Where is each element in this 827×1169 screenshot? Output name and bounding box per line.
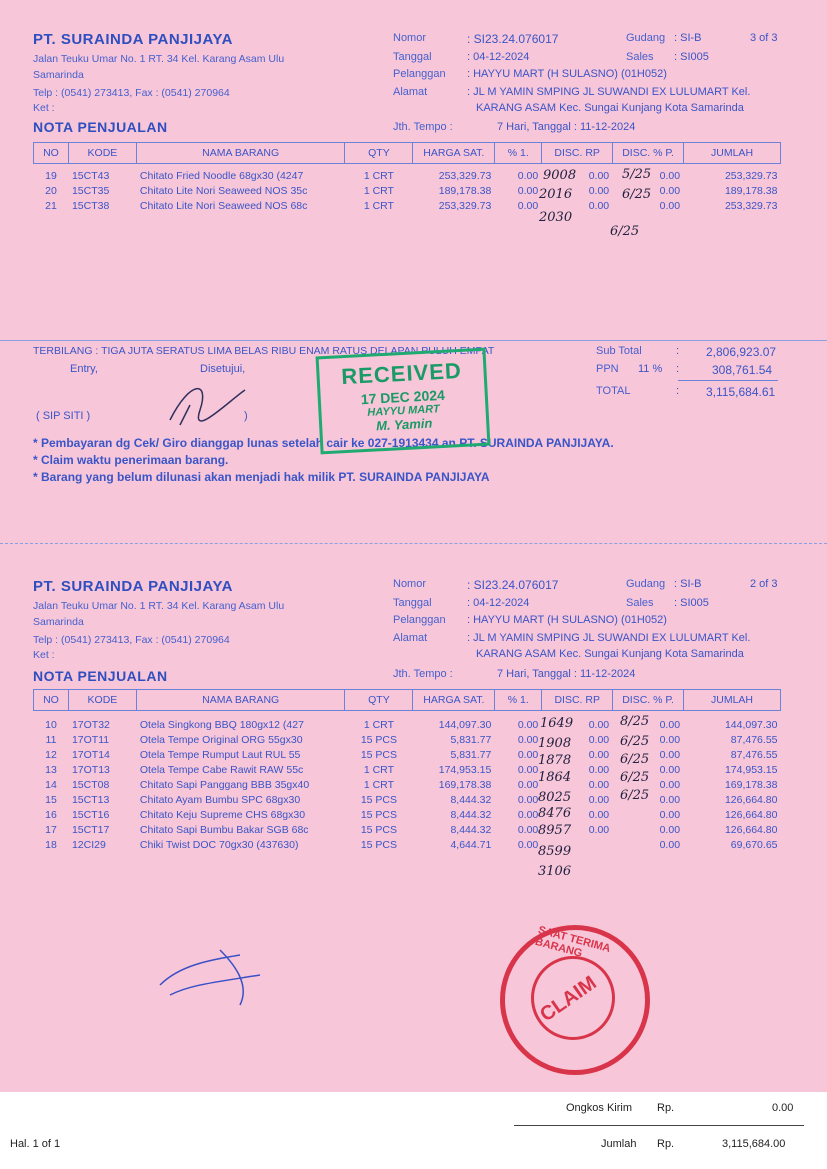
nomor-value: : SI23.24.076017 xyxy=(467,32,559,46)
footer-rule xyxy=(514,1125,804,1126)
col-jumlah: JUMLAH xyxy=(684,690,781,711)
ongkos-currency: Rp. xyxy=(657,1102,675,1114)
tanggal-value: : 04-12-2024 xyxy=(467,51,530,63)
table-row: 19 15CT43 Chitato Fried Noodle 68gx30 (4247 1 CRT 253,329.73 0.00 0.00 0.00 253,329.73 xyxy=(45,169,778,182)
col-nama: NAMA BARANG xyxy=(136,143,345,164)
company-address: Jalan Teuku Umar No. 1 RT. 34 Kel. Karang Asam Ulu xyxy=(33,53,285,65)
col-harga: HARGA SAT. xyxy=(413,690,495,711)
col-nama: NAMA BARANG xyxy=(136,690,345,711)
table-row: 14 15CT08 Chitato Sapi Panggang BBB 35gx40 1 CRT 169,178.38 0.00 0.00 0.00 169,178.38 xyxy=(45,778,778,791)
table-row: 21 15CT38 Chitato Lite Nori Seaweed NOS 68c 1 CRT 253,329.73 0.00 0.00 0.00 253,329.73 xyxy=(45,199,778,212)
table-header xyxy=(34,690,781,711)
col-no: NO xyxy=(34,143,69,164)
handwritten-note: 6/25 xyxy=(610,224,640,239)
col-pct: % 1. xyxy=(495,143,542,164)
col-kode: KODE xyxy=(68,690,136,711)
handwritten-note: 9008 xyxy=(543,168,577,183)
gudang-value: : SI-B xyxy=(674,578,702,590)
handwritten-note: 8476 xyxy=(538,806,572,821)
tempo-label: Jth. Tempo : xyxy=(393,121,453,133)
items-table-top xyxy=(33,142,781,213)
divider xyxy=(0,340,827,341)
total-rule xyxy=(678,380,778,381)
company-city: Samarinda xyxy=(33,616,84,628)
ongkos-value: 0.00 xyxy=(772,1102,794,1114)
gudang-label: Gudang xyxy=(626,32,666,44)
ongkos-label: Ongkos Kirim xyxy=(566,1102,633,1114)
page-footer xyxy=(0,1092,827,1169)
ket-label: Ket : xyxy=(33,102,55,114)
col-pct: % 1. xyxy=(495,690,542,711)
handwritten-note: 6/25 xyxy=(620,788,650,803)
alamat-value-1: : JL M YAMIN SMPING JL SUWANDI EX LULUMART Kel. xyxy=(467,86,751,98)
handwritten-note: 6/25 xyxy=(620,770,650,785)
handwritten-note: 3106 xyxy=(538,864,572,879)
pelanggan-label: Pelanggan xyxy=(393,68,446,80)
col-harga: HARGA SAT. xyxy=(413,143,495,164)
copy-divider xyxy=(0,543,827,544)
handwritten-note: 1649 xyxy=(540,716,574,731)
handwritten-note: 1878 xyxy=(538,753,572,768)
ket-label: Ket : xyxy=(33,649,55,661)
gudang-label: Gudang xyxy=(626,578,666,590)
seal-claim-text: CLAIM xyxy=(536,971,601,1027)
note-payment: * Pembayaran dg Cek/ Giro dianggap lunas setelah cair ke 027-1913434 an PT. SURAINDA PANJIJAYA. xyxy=(33,436,614,450)
table-header xyxy=(34,143,781,164)
stamp-date: 17 DEC 2024 xyxy=(360,386,446,408)
handwritten-note: 6/25 xyxy=(620,734,650,749)
nomor-value: : SI23.24.076017 xyxy=(467,578,559,592)
stamp-store: HAYYU MART xyxy=(367,403,440,419)
received-stamp xyxy=(316,348,491,455)
table-row: 13 17OT13 Otela Tempe Cabe Rawit RAW 55c 1 CRT 174,953.15 0.00 0.00 0.00 174,953.15 xyxy=(45,763,778,776)
signer-entry: ( SIP SITI ) xyxy=(36,410,91,422)
sales-value: : SI005 xyxy=(674,597,709,609)
ppn-label: PPN xyxy=(596,363,619,375)
page-indicator: 2 of 3 xyxy=(750,578,778,590)
col-jumlah: JUMLAH xyxy=(684,143,781,164)
gudang-value: : SI-B xyxy=(674,32,702,44)
pelanggan-value: : HAYYU MART (H SULASNO) (01H052) xyxy=(467,68,667,80)
nomor-label: Nomor xyxy=(393,32,427,44)
document-title: NOTA PENJUALAN xyxy=(33,119,168,135)
ppn-percent: 11 % xyxy=(638,363,663,375)
table-row: 15 15CT13 Chitato Ayam Bumbu SPC 68gx30 15 PCS 8,444.32 0.00 0.00 0.00 126,664.80 xyxy=(45,793,778,806)
handwritten-note: 8/25 xyxy=(620,714,650,729)
col-disc-p: DISC. % P. xyxy=(613,143,684,164)
table-row: 12 17OT14 Otela Tempe Rumput Laut RUL 55 15 PCS 5,831.77 0.00 0.00 0.00 87,476.55 xyxy=(45,748,778,761)
handwritten-note: 1908 xyxy=(538,736,572,751)
alamat-value-1: : JL M YAMIN SMPING JL SUWANDI EX LULUMART Kel. xyxy=(467,632,751,644)
alamat-label: Alamat xyxy=(393,86,428,98)
handwritten-note: 5/25 xyxy=(622,167,652,182)
table-row: 18 12CI29 Chiki Twist DOC 70gx30 (437630) 15 PCS 4,644.71 0.00 0.00 69,670.65 xyxy=(45,838,778,851)
alamat-value-2: KARANG ASAM Kec. Sungai Kunjang Kota Samarinda xyxy=(476,102,744,114)
table-row: 20 15CT35 Chitato Lite Nori Seaweed NOS 35c 1 CRT 189,178.38 0.00 0.00 0.00 189,178.38 xyxy=(45,184,778,197)
tempo-label: Jth. Tempo : xyxy=(393,668,453,680)
col-disc-p: DISC. % P. xyxy=(613,690,684,711)
note-claim: * Claim waktu penerimaan barang. xyxy=(33,453,229,467)
nomor-label: Nomor xyxy=(393,578,427,590)
pelanggan-value: : HAYYU MART (H SULASNO) (01H052) xyxy=(467,614,667,626)
table-row: 16 15CT16 Chitato Keju Supreme CHS 68gx30 15 PCS 8,444.32 0.00 0.00 0.00 126,664.80 xyxy=(45,808,778,821)
stamp-person: M. Yamin xyxy=(375,415,433,434)
alamat-value-2: KARANG ASAM Kec. Sungai Kunjang Kota Samarinda xyxy=(476,648,744,660)
signature-receiver xyxy=(150,945,270,1015)
handwritten-note: 6/25 xyxy=(620,752,650,767)
company-name: PT. SURAINDA PANJIJAYA xyxy=(33,31,233,48)
company-address: Jalan Teuku Umar No. 1 RT. 34 Kel. Karang Asam Ulu xyxy=(33,600,285,612)
handwritten-note: 6/25 xyxy=(622,187,652,202)
disetujui-label: Disetujui, xyxy=(200,363,246,375)
sales-value: : SI005 xyxy=(674,51,709,63)
tempo-value: 7 Hari, Tanggal : 11-12-2024 xyxy=(497,668,636,680)
stamp-received: RECEIVED xyxy=(340,357,463,390)
total-value: 3,115,684.61 xyxy=(706,385,776,399)
ppn-value: 308,761.54 xyxy=(712,363,773,377)
tanggal-label: Tanggal xyxy=(393,51,432,63)
note-ownership: * Barang yang belum dilunasi akan menjadi hak milik PT. SURAINDA PANJIJAYA xyxy=(33,470,490,484)
table-row: 17 15CT17 Chitato Sapi Bumbu Bakar SGB 68c 15 PCS 8,444.32 0.00 0.00 0.00 126,664.80 xyxy=(45,823,778,836)
tempo-value: 7 Hari, Tanggal : 11-12-2024 xyxy=(497,121,636,133)
jumlah-label: Jumlah xyxy=(601,1138,637,1150)
terbilang: TERBILANG : TIGA JUTA SERATUS LIMA BELAS RIBU ENAM RATUS DELAPAN PULUH EMPAT xyxy=(33,345,495,357)
tanggal-value: : 04-12-2024 xyxy=(467,597,530,609)
col-disc-rp: DISC. RP xyxy=(542,143,613,164)
jumlah-value: 3,115,684.00 xyxy=(722,1138,786,1150)
sales-label: Sales xyxy=(626,597,654,609)
company-city: Samarinda xyxy=(33,69,84,81)
items-table-bottom xyxy=(33,689,781,852)
seal-ring-text: SAAT TERIMA BARANG xyxy=(533,924,612,960)
table-row: 11 17OT11 Otela Tempe Original ORG 55gx30 15 PCS 5,831.77 0.00 0.00 0.00 87,476.55 xyxy=(45,733,778,746)
handwritten-note: 2016 xyxy=(539,187,573,202)
company-phone: Telp : (0541) 273413, Fax : (0541) 270964 xyxy=(33,87,230,99)
page-count: Hal. 1 of 1 xyxy=(10,1138,61,1150)
company-phone: Telp : (0541) 273413, Fax : (0541) 270964 xyxy=(33,634,230,646)
company-name: PT. SURAINDA PANJIJAYA xyxy=(33,578,233,595)
tanggal-label: Tanggal xyxy=(393,597,432,609)
subtotal-value: 2,806,923.07 xyxy=(706,345,777,359)
col-no: NO xyxy=(34,690,69,711)
col-disc-rp: DISC. RP xyxy=(542,690,613,711)
table-row: 10 17OT32 Otela Singkong BBQ 180gx12 (427 1 CRT 144,097.30 0.00 0.00 0.00 144,097.30 xyxy=(45,718,778,731)
page-indicator: 3 of 3 xyxy=(750,32,778,44)
pelanggan-label: Pelanggan xyxy=(393,614,446,626)
signer-approve: ) xyxy=(244,410,248,422)
handwritten-note: 8599 xyxy=(538,844,572,859)
handwritten-note: 8025 xyxy=(538,790,572,805)
total-label: TOTAL xyxy=(596,385,631,397)
signature-approve xyxy=(160,370,250,430)
sales-label: Sales xyxy=(626,51,654,63)
jumlah-currency: Rp. xyxy=(657,1138,675,1150)
handwritten-note: 2030 xyxy=(539,210,573,225)
handwritten-note: 8957 xyxy=(538,823,572,838)
col-kode: KODE xyxy=(68,143,136,164)
claim-seal xyxy=(500,925,650,1075)
handwritten-note: 1864 xyxy=(538,770,572,785)
entry-label: Entry, xyxy=(70,363,98,375)
col-qty: QTY xyxy=(345,143,413,164)
document-title: NOTA PENJUALAN xyxy=(33,668,168,684)
subtotal-label: Sub Total xyxy=(596,345,642,357)
col-qty: QTY xyxy=(345,690,413,711)
alamat-label: Alamat xyxy=(393,632,428,644)
